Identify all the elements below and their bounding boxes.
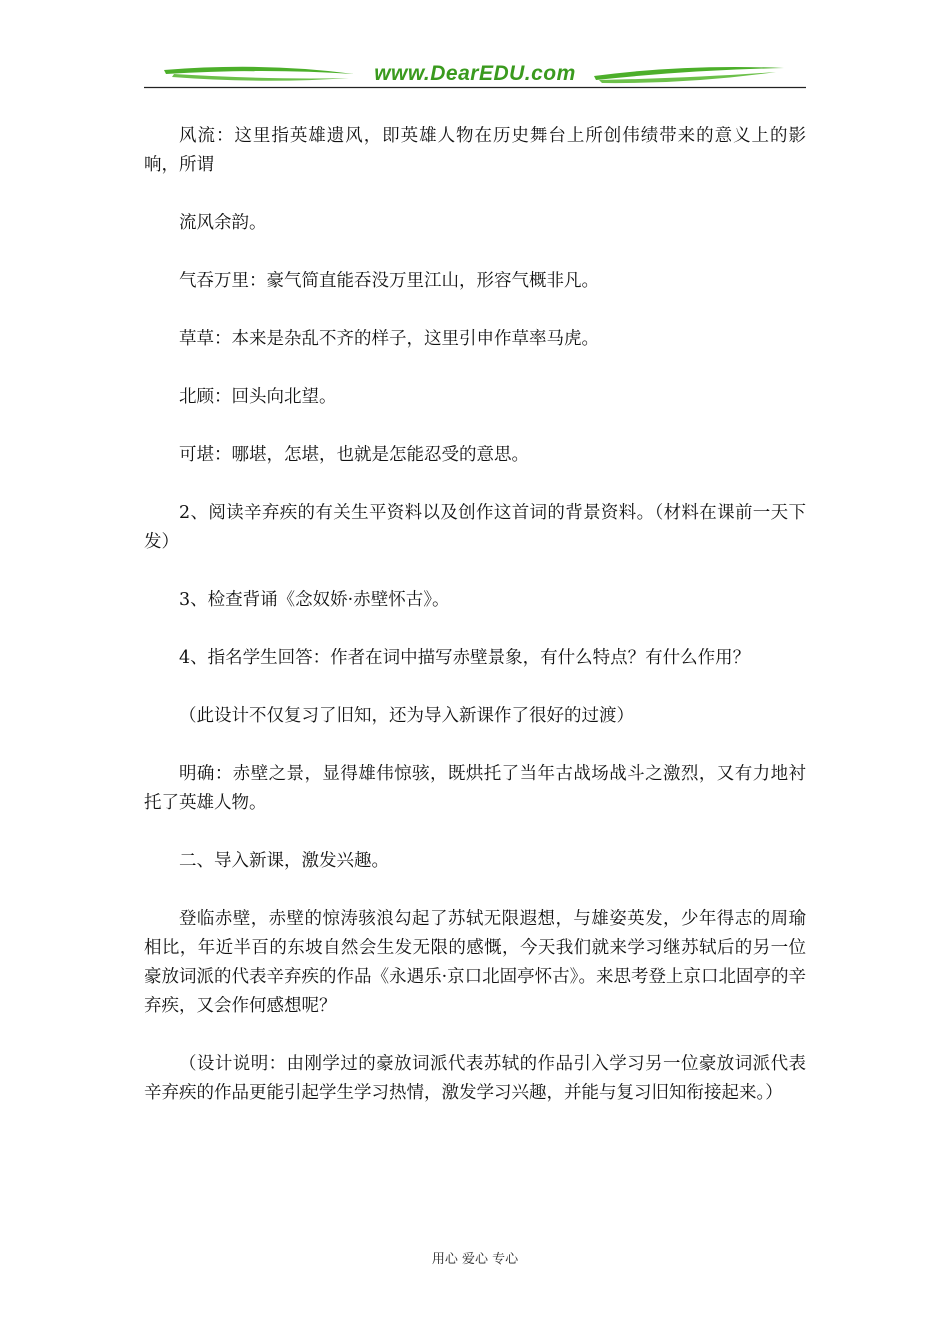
- paragraph: 流风余韵。: [179, 213, 267, 233]
- paragraph: 气吞万里：豪气简直能吞没万里江山，形容气概非凡。: [179, 271, 599, 291]
- paragraph: 二、导入新课，激发兴趣。: [179, 851, 389, 871]
- document-body: [144, 122, 806, 1137]
- page-header: [144, 58, 806, 92]
- paragraph: 明确：赤壁之景，显得雄伟惊骇，既烘托了当年古战场战斗之激烈，又有力地衬托了英雄人物。: [144, 764, 806, 813]
- paragraph: 北顾：回头向北望。: [179, 387, 337, 407]
- page-footer: 用心 爱心 专心: [431, 1252, 519, 1267]
- header-brand[interactable]: www.DearEDU.com: [374, 62, 576, 85]
- paragraph: （设计说明：由刚学过的豪放词派代表苏轼的作品引入学习另一位豪放词派代表辛弃疾的作品更能引起学生学习热情，激发学习兴趣，并能与复习旧知衔接起来。）: [144, 1054, 806, 1103]
- paragraph: 2、阅读辛弃疾的有关生平资料以及创作这首词的背景资料。（材料在课前一天下发）: [144, 503, 806, 552]
- paragraph: 4、指名学生回答：作者在词中描写赤壁景象，有什么特点？有什么作用？: [179, 648, 751, 668]
- paragraph: （此设计不仅复习了旧知，还为导入新课作了很好的过渡）: [179, 706, 634, 726]
- paragraph: 3、检查背诵《念奴娇·赤壁怀古》。: [179, 590, 450, 610]
- paragraph: 风流：这里指英雄遗风，即英雄人物在历史舞台上所创伟绩带来的意义上的影响，所谓: [144, 126, 806, 175]
- paragraph: 草草：本来是杂乱不齐的样子，这里引申作草率马虎。: [179, 329, 599, 349]
- paragraph: 登临赤壁，赤壁的惊涛骇浪勾起了苏轼无限遐想，与雄姿英发，少年得志的周瑜相比，年近半百的东坡自然会生发无限的感慨，今天我们就来学习继苏轼后的另一位豪放词派的代表辛弃疾的作品《永遇乐·京口北固亭怀古》。来思考登上京口北固亭的辛弃疾，又会作何感想呢？: [144, 909, 806, 1016]
- paragraph: 可堪：哪堪，怎堪，也就是怎能忍受的意思。: [179, 445, 529, 465]
